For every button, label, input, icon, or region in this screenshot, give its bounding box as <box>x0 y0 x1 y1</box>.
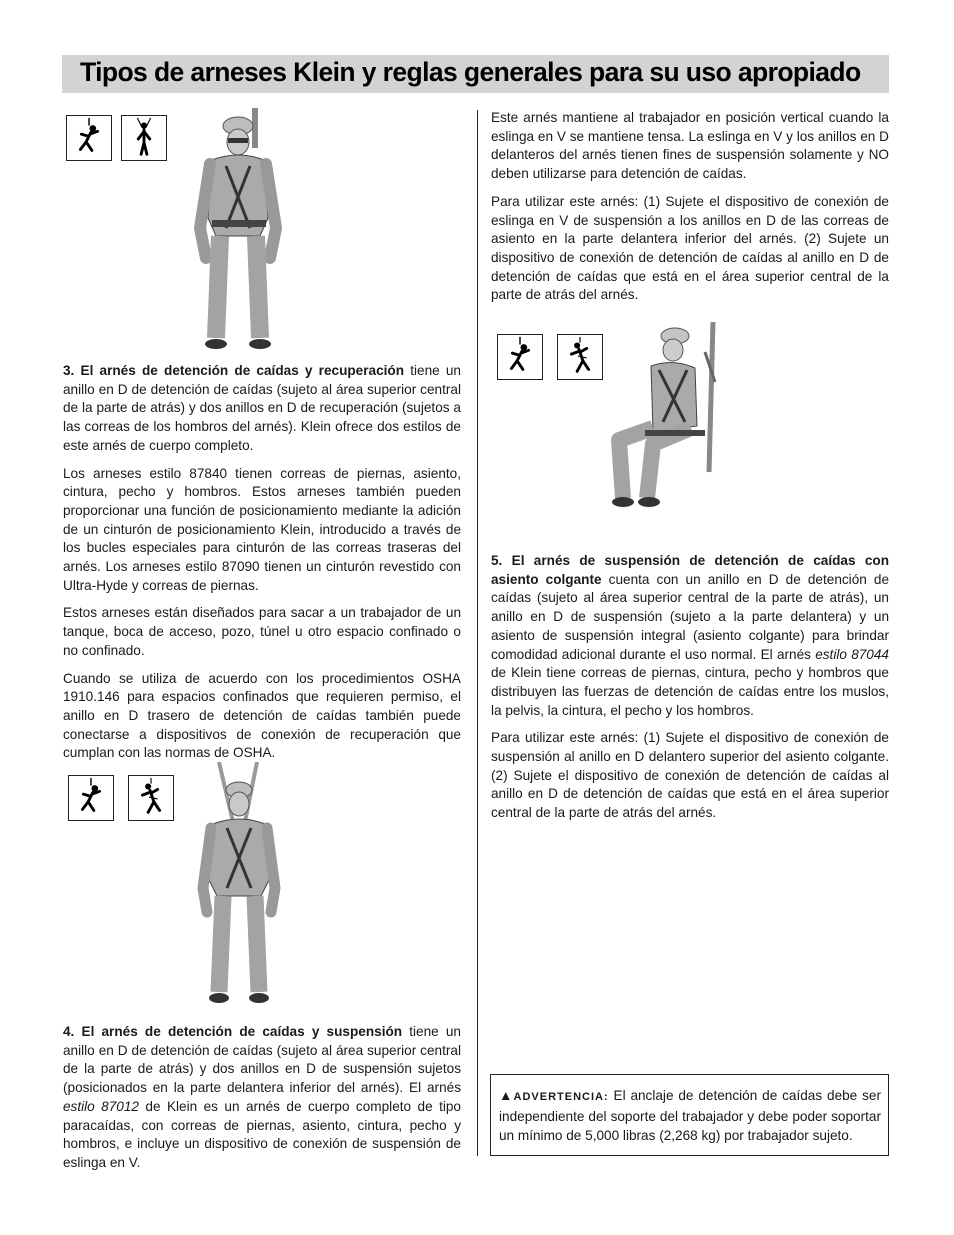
falling-person-icon <box>68 775 114 821</box>
title-bar <box>62 55 889 93</box>
right-column-top-text <box>491 109 889 314</box>
section-3-intro <box>63 362 461 456</box>
section-5-style-number: estilo 87044 <box>815 646 889 662</box>
warning-label: ADVERTENCIA: <box>513 1091 609 1103</box>
section-4-heading: 4. El arnés de detención de caídas y suspensión <box>63 1024 403 1039</box>
suspended-person-icon <box>128 775 174 821</box>
section-3-paragraph-3: Estos arneses están diseñados para sacar a un trabajador de un tanque, boca de acceso, pozo, túnel u otro espacio confinado o no confinado. <box>63 605 461 658</box>
harness-photo-standing-worker <box>190 108 290 356</box>
section-4-style-number: estilo 87012 <box>63 1098 139 1114</box>
section-3-paragraph-4: Cuando se utiliza de acuerdo con los procedimientos OSHA 1910.146 para espacios confinados que requieren permiso, el anillo en D trasero de detención de caídas también puede conectarse a dispositivos de conexión de recuperación que cumplan con las normas de OSHA. <box>63 670 461 761</box>
section-5-heading: 5. El arnés de suspensión de detención de caídas con asiento colgante <box>491 553 889 587</box>
column-divider <box>477 110 478 1156</box>
warning-triangle-icon: ▲ <box>499 1088 514 1103</box>
section-5-text-b: de Klein tiene correas de piernas, cintura, pecho y hombros que distribuyen las fuerzas de detención de caídas entre los muslos, la pelvis, la cintura, el pecho y los hombros. <box>491 665 889 718</box>
section-3-intro-text: tiene un anillo en D de detención de caídas (sujeto al área superior central de la parte de atrás) y dos anillos en D de recuperación (sujetos a las correas de los hombros del arnés). Klein ofrece dos estilos de este arnés de cuerpo completo. <box>63 363 461 453</box>
page-title: Tipos de arneses Klein y reglas generales para su uso apropiado <box>80 57 861 87</box>
suspended-person-icon <box>557 334 603 380</box>
section-3-paragraph-2: Los arneses estilo 87840 tienen correas de piernas, asiento, cintura, pecho y hombros. Estos arneses también pueden proporcionar una función de posicionamiento mediante la adición de un cinturón de posicionamiento Klein, introducido a través de los bucles especiales para cinturón de las correas traseras del arnés. Los arneses estilo 87090 tienen un cinturón revestido con Ultra-Hyde y correas de piernas. <box>63 465 461 593</box>
falling-person-icon <box>497 334 543 380</box>
section-5-text-a: cuenta con un anillo en D de detención de caídas (sujeto al área superior central de la parte de atrás), un anillo en D de suspensión (sujeto a la parte delantera) y un asiento de suspensión integral (asiento colgante) para brindar comodidad adicional durante el uso normal. El arnés <box>491 571 890 662</box>
warning-box <box>490 1074 889 1156</box>
section-5-text <box>491 552 889 832</box>
section-4-text-a: tiene un anillo en D de detención de caídas (sujeto al área superior central de la parte de atrás) y dos anillos en D de suspensión sujetos (posicionados en la parte delantera inferior del arnés). El arnés <box>63 1024 461 1096</box>
harness-photo-seated-worker <box>605 322 725 508</box>
warning-text: El anclaje de detención de caídas debe ser independiente del soporte del trabajador y debe poder soportar un mínimo de 5,000 libras (2,268 kg) por trabajador sujeto. <box>499 1088 881 1143</box>
section-5-paragraph-1 <box>491 552 889 720</box>
section-4-text-b: de Klein es un arnés de cuerpo completo de tipo paracaídas, con correas de piernas, asiento, cintura, pecho y hombros, e incluye un dispositivo de conexión de suspensión de eslinga en V. <box>63 1098 461 1170</box>
section-5-paragraph-2: Para utilizar este arnés: (1) Sujete el dispositivo de conexión de suspensión al anillo en D delantero superior del asiento colgante. (2) Sujete el dispositivo de conexión de detención de caídas al anillo en D de detención de caídas que está en el área superior central de la parte de atrás del arnés. <box>491 730 889 821</box>
section-3-text <box>63 362 461 772</box>
section-4-text <box>63 1023 461 1182</box>
section-4-paragraph <box>63 1023 461 1173</box>
section-3-heading: 3. El arnés de detención de caídas y recuperación <box>63 363 405 378</box>
harness-photo-suspension-worker <box>195 762 285 1006</box>
right-paragraph-1: Este arnés mantiene al trabajador en posición vertical cuando la eslinga en V se mantiene tensa. La eslinga en V y los anillos en D delanteros del arnés tienen fines de suspensión solamente y NO deben utilizarse para detención de caídas. <box>491 110 889 182</box>
rescue-person-icon <box>121 115 167 161</box>
falling-person-icon <box>66 115 112 161</box>
right-paragraph-2: Para utilizar este arnés: (1) Sujete el dispositivo de conexión de eslinga en V de suspensión a los anillos en D de las correas de asiento en la parte delantera inferior del arnés. (2) Sujete un dispositivo de conexión de detención de caídas al anillo en D de detención de caídas que está en el área superior central de la parte de atrás del arnés. <box>491 193 889 303</box>
